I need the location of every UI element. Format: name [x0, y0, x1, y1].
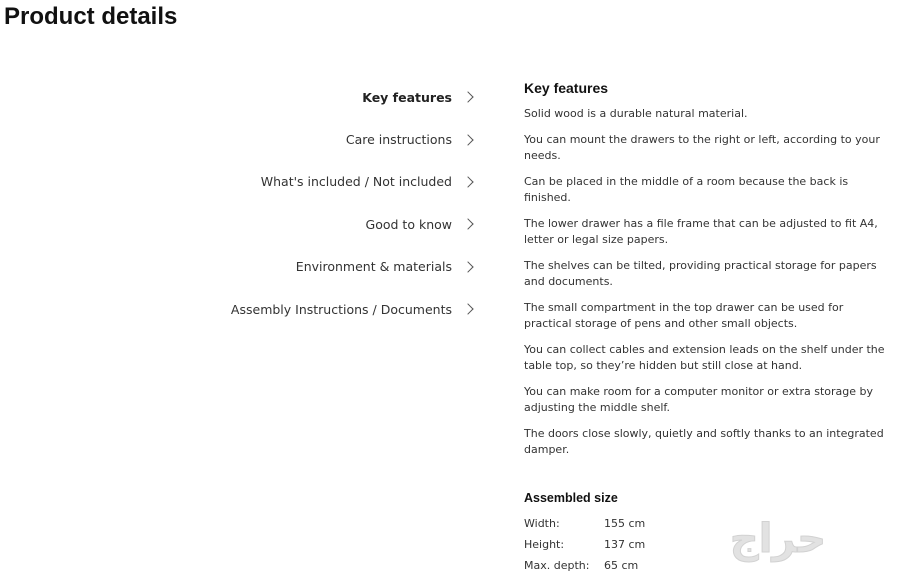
size-value: 155 cm: [604, 516, 646, 530]
nav-item-label: Care instructions: [345, 132, 452, 148]
nav-item-care-instructions[interactable]: [200, 118, 480, 160]
product-details-nav: [200, 76, 480, 330]
page-title: Product details: [4, 3, 178, 30]
nav-item-label: Environment & materials: [295, 259, 452, 275]
table-row: [524, 555, 645, 576]
size-value: 137 cm: [604, 537, 646, 551]
size-value: 65 cm: [604, 558, 639, 572]
chevron-right-icon: [462, 303, 473, 314]
feature-item: You can make room for a computer monitor or extra storage by adjusting the middle shelf.: [524, 384, 873, 414]
assembled-size-heading: Assembled size: [524, 490, 618, 505]
table-row: [524, 534, 645, 555]
feature-item: The small compartment in the top drawer can be used for practical storage of pens and other small objects.: [524, 300, 844, 330]
feature-item: You can mount the drawers to the right or left, according to your needs.: [524, 132, 880, 162]
feature-item: The doors close slowly, quietly and softly thanks to an integrated damper.: [524, 426, 884, 456]
nav-item-label: Assembly Instructions / Documents: [230, 301, 452, 317]
nav-item-label: Key features: [362, 89, 452, 105]
size-label: Max. depth:: [524, 558, 590, 572]
nav-item-label: Good to know: [365, 216, 452, 232]
chevron-right-icon: [462, 261, 473, 272]
nav-item-good-to-know[interactable]: [200, 203, 480, 245]
feature-item: The lower drawer has a file frame that can be adjusted to fit A4, letter or legal size papers.: [524, 216, 878, 246]
chevron-right-icon: [462, 92, 473, 103]
chevron-right-icon: [462, 134, 473, 145]
size-label: Width:: [524, 516, 560, 530]
key-features-heading: Key features: [524, 80, 609, 96]
details-content: [524, 78, 894, 576]
nav-item-key-features[interactable]: [200, 76, 480, 118]
assembled-size-table: [524, 513, 645, 576]
chevron-right-icon: [462, 176, 473, 187]
nav-item-environment-materials[interactable]: [200, 246, 480, 288]
feature-item: Can be placed in the middle of a room because the back is finished.: [524, 174, 849, 204]
feature-item: Solid wood is a durable natural material.: [524, 107, 748, 120]
table-row: [524, 513, 645, 534]
size-label: Height:: [524, 537, 565, 551]
feature-item: You can collect cables and extension leads on the shelf under the table top, so they’re hidden but still close at hand.: [524, 342, 885, 372]
watermark-text: حراج: [729, 516, 827, 562]
chevron-right-icon: [462, 219, 473, 230]
nav-item-label: What's included / Not included: [260, 174, 452, 190]
nav-item-whats-included[interactable]: [200, 161, 480, 203]
feature-item: The shelves can be tilted, providing practical storage for papers and documents.: [524, 258, 877, 288]
nav-item-assembly-instructions[interactable]: [200, 288, 480, 330]
